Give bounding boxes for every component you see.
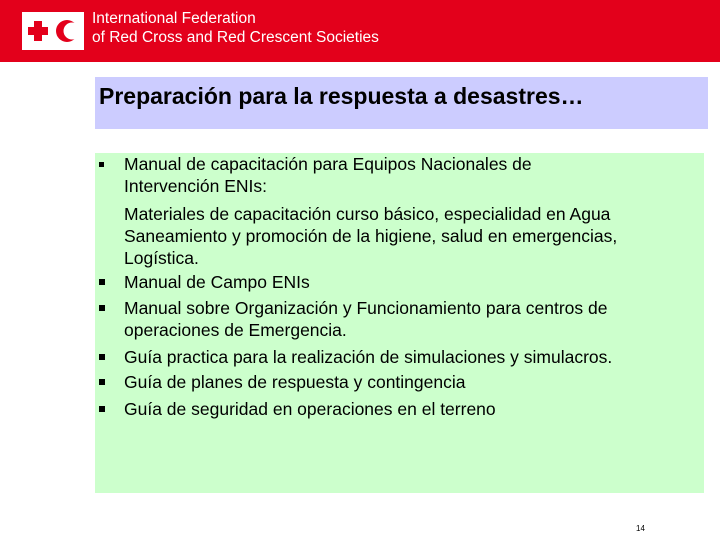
bullet-text-continuation: operaciones de Emergencia.	[124, 320, 347, 340]
bullet-text: Manual sobre Organización y Funcionamiento para centros de	[124, 298, 608, 318]
ifrc-logo	[22, 12, 84, 50]
square-bullet-icon	[99, 305, 105, 311]
bullet-text: Guía de seguridad en operaciones en el terreno	[124, 399, 496, 419]
bullet-text: Manual de capacitación para Equipos Nacionales de	[124, 154, 532, 174]
bullet-text-continuation: Materiales de capacitación curso básico, especialidad en Agua	[124, 204, 611, 224]
slide-title-box	[95, 77, 708, 129]
content-box	[95, 153, 704, 493]
square-bullet-icon	[99, 162, 104, 167]
square-bullet-icon	[99, 406, 105, 412]
bullet-text: Guía de planes de respuesta y contingencia	[124, 372, 466, 392]
bullet-text-continuation: Intervención ENIs:	[124, 176, 267, 196]
square-bullet-icon	[99, 354, 105, 360]
square-bullet-icon	[99, 279, 105, 285]
slide-title: Preparación para la respuesta a desastres…	[99, 83, 584, 109]
bullet-text: Manual de Campo ENIs	[124, 272, 310, 292]
bullet-text-continuation: Logística.	[124, 248, 199, 268]
bullet-text: Guía practica para la realización de simulaciones y simulacros.	[124, 347, 613, 367]
red-cross-red-crescent-icon	[22, 12, 84, 50]
org-name-line-1: International Federation	[92, 10, 256, 27]
page-number: 14	[636, 524, 645, 533]
header-bar	[0, 0, 720, 62]
org-name-line-2: of Red Cross and Red Crescent Societies	[92, 29, 379, 46]
square-bullet-icon	[99, 379, 105, 385]
bullet-text-continuation: Saneamiento y promoción de la higiene, salud en emergencias,	[124, 226, 618, 246]
